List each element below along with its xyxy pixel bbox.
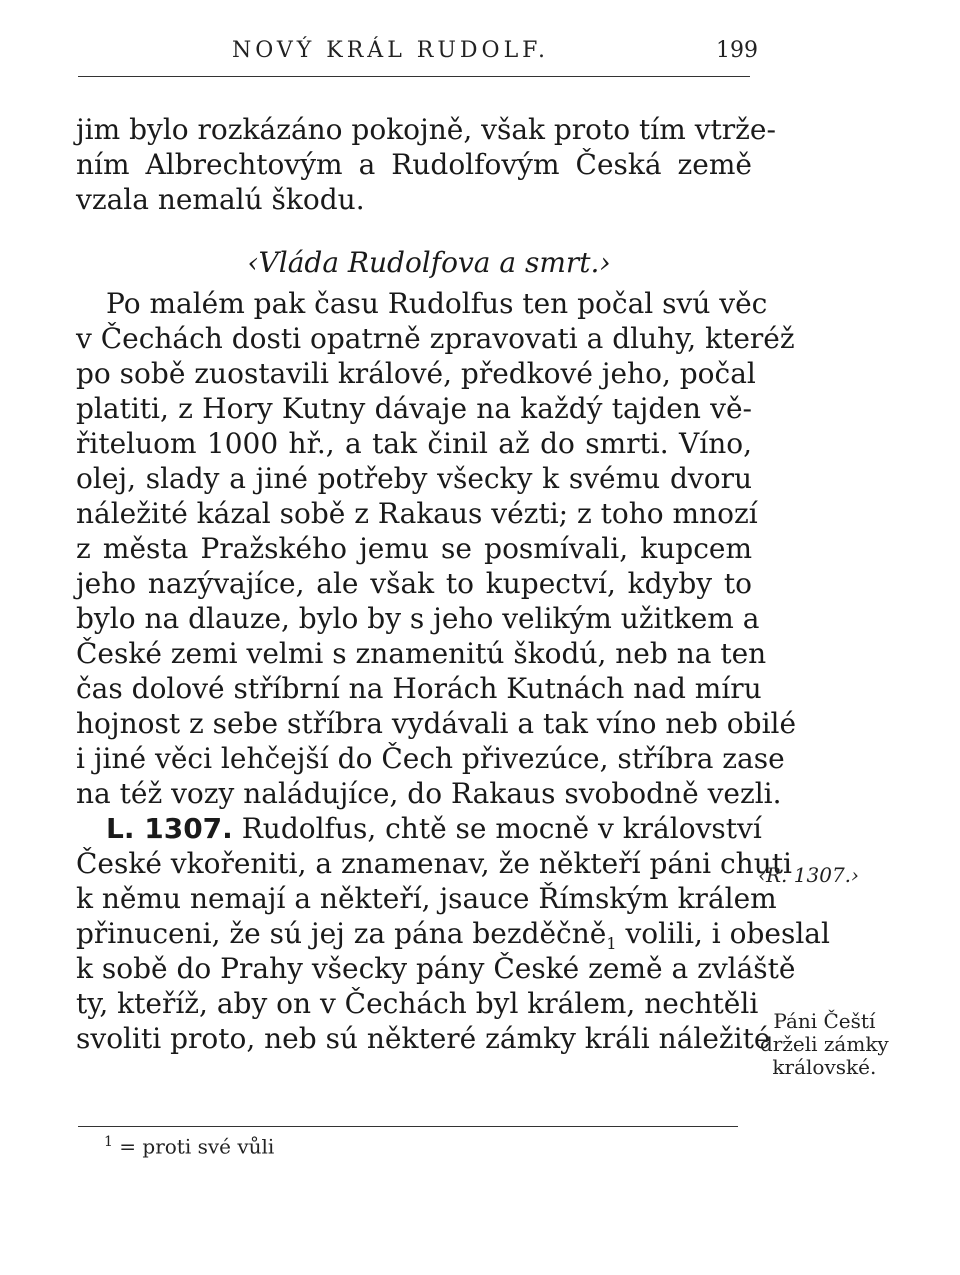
text-line: v Čechách dosti opatrně zpravovati a dluhy, kteréž [76, 322, 795, 355]
text-line: i jiné věci lehčejší do Čech přivezúce, stříbra zase [76, 742, 785, 775]
text-fragment: přinuceni, že sú jej za pána bezděčně [76, 917, 607, 950]
text-line: ty, kteříž, aby on v Čechách byl králem, nechtěli [76, 987, 759, 1020]
text-fragment: Rudolfus, chtě se mocně v království [232, 812, 762, 845]
text-line: řiteluom 1000 hř., a tak činil až do smrti. Víno, [76, 427, 752, 460]
text-line: bylo na dlauze, bylo by s jeho velikým užitkem a [76, 602, 760, 635]
text-line: po sobě zuostavili králové, předkové jeho, počal [76, 357, 756, 390]
margin-note-year: ‹R. 1307.› [758, 863, 860, 887]
header-rule [78, 76, 750, 77]
text-line: k sobě do Prahy všecky pány České země a zvláště [76, 952, 796, 985]
text-line: hojnost z sebe stříbra vydávali a tak víno neb obilé [76, 707, 797, 740]
text-line: olej, slady a jiné potřeby všecky k svému dvoru [76, 462, 752, 495]
text-line: Po malém pak času Rudolfus ten počal svú věc [106, 287, 768, 320]
text-fragment: volili, i obeslal [616, 917, 830, 950]
text-line: ním Albrechtovým a Rudolfovým Česká země [76, 148, 752, 181]
footnote-text: = proti své vůli [112, 1134, 275, 1159]
footnote-marker: 1 [104, 1134, 113, 1150]
footnote-ref: 1 [606, 934, 617, 953]
text-line: vzala nemalú škodu. [76, 183, 365, 216]
margin-note-line: Páni Čeští [773, 1009, 876, 1033]
text-line: České zemi velmi s znamenitú škodú, neb na ten [76, 637, 767, 670]
footnote-rule [78, 1126, 738, 1127]
text-line: z města Pražského jemu se posmívali, kupcem [76, 532, 752, 565]
margin-note-line: královské. [772, 1055, 877, 1079]
text-line: jeho nazývajíce, ale však to kupectví, kdyby to [76, 567, 752, 600]
margin-note-line: drželi zámky [760, 1032, 889, 1056]
text-line: platiti, z Hory Kutny dávaje na každý tajden vě- [76, 392, 752, 425]
text-line: na též vozy naládujíce, do Rakaus svobodně vezli. [76, 777, 782, 810]
running-title: NOVÝ KRÁL RUDOLF. [232, 38, 550, 63]
page-number: 199 [716, 38, 758, 63]
text-line: čas dolové stříbrní na Horách Kutnách nad míru [76, 672, 762, 705]
text-line: náležité kázal sobě z Rakaus vézti; z toho mnozí [76, 497, 758, 530]
text-line-year [76, 811, 762, 846]
text-line: svoliti proto, neb sú některé zámky králi náležité [76, 1022, 771, 1055]
text-line: jim bylo rozkázáno pokojně, však proto tím vtrže- [76, 113, 776, 146]
year-heading: L. 1307. [106, 812, 233, 845]
text-line: České vkořeniti, a znamenav, že někteří páni chuti [76, 847, 792, 880]
section-heading: ‹Vláda Rudolfova a smrt.› [247, 246, 611, 279]
text-line [76, 916, 830, 953]
paragraph-gap [76, 217, 752, 245]
footnote [104, 1134, 274, 1159]
margin-note-lords [760, 1010, 889, 1079]
text-line: k němu nemají a někteří, jsauce Římským králem [76, 882, 777, 915]
